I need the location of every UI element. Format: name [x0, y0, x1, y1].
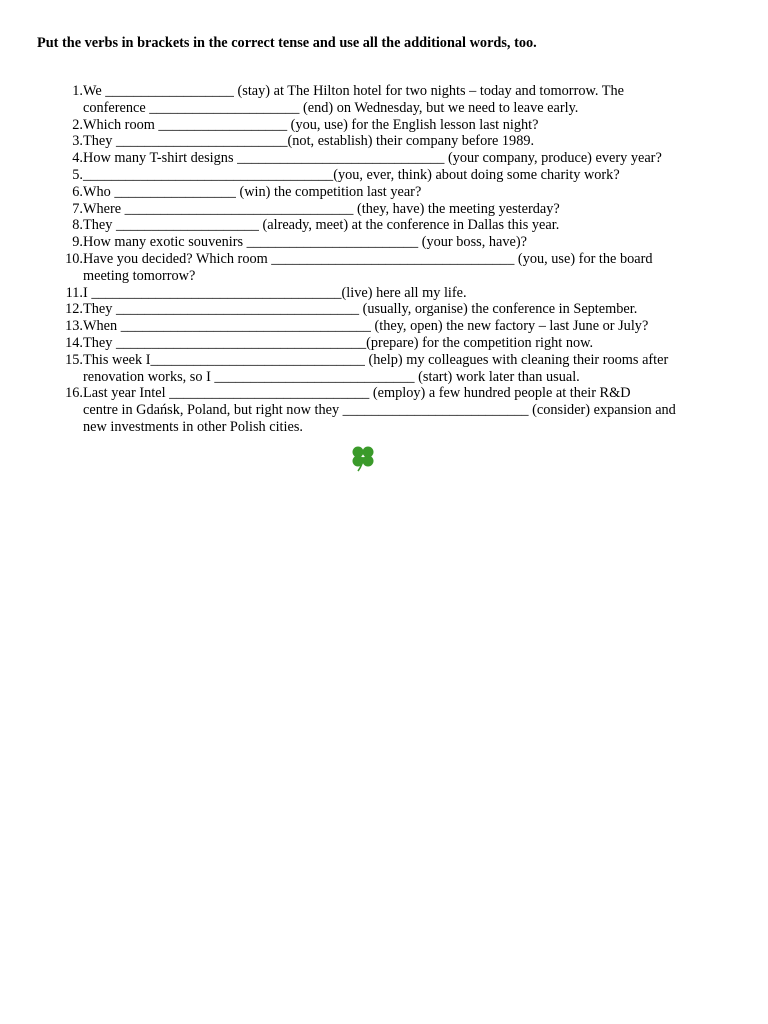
exercise-text — [83, 234, 735, 251]
exercise-number-cell — [45, 217, 83, 234]
exercise-number: 8. — [72, 217, 83, 234]
exercise-text — [83, 117, 735, 134]
exercise-text — [83, 318, 735, 335]
exercise-line: When ___________________________________ (they, open) the new factory – last June or July? — [83, 318, 649, 335]
exercise-number-cell — [45, 335, 83, 352]
exercise-number: 10. — [65, 250, 83, 267]
exercise-text — [83, 83, 735, 117]
exercise-number: 16. — [65, 385, 83, 402]
exercise-item — [45, 184, 735, 201]
exercise-number: 9. — [72, 234, 83, 251]
exercise-line: They ___________________________________(prepare) for the competition right now. — [83, 334, 594, 351]
exercise-item — [45, 318, 735, 335]
exercise-line: ___________________________________(you, ever, think) about doing some charity work? — [83, 166, 620, 183]
exercise-number-cell — [45, 385, 83, 402]
exercise-text — [83, 285, 735, 302]
exercise-line: Who _________________ (win) the competition last year? — [83, 183, 422, 200]
exercise-text — [83, 385, 735, 435]
exercise-line: This week I______________________________ (help) my colleagues with cleaning their rooms after — [83, 351, 669, 368]
exercise-text — [83, 251, 735, 285]
exercise-line: How many T-shirt designs _____________________________ (your company, produce) every year? — [83, 150, 662, 167]
exercise-number-cell — [45, 184, 83, 201]
exercise-item — [45, 167, 735, 184]
exercise-number-cell — [45, 150, 83, 167]
exercise-number-cell — [45, 201, 83, 218]
exercise-number-cell — [45, 318, 83, 335]
exercise-list — [45, 83, 735, 436]
exercise-item — [45, 251, 735, 285]
exercise-number: 15. — [65, 351, 83, 368]
exercise-number: 1. — [72, 83, 83, 99]
exercise-text — [83, 167, 735, 184]
exercise-item — [45, 301, 735, 318]
exercise-text — [83, 217, 735, 234]
exercise-item — [45, 150, 735, 167]
instruction-heading: Put the verbs in brackets in the correct tense and use all the additional words, too. — [37, 35, 537, 51]
exercise-number: 4. — [72, 150, 83, 167]
exercise-number-cell — [45, 251, 83, 268]
exercise-item — [45, 133, 735, 150]
exercise-line: They ____________________ (already, meet) at the conference in Dallas this year. — [83, 217, 560, 234]
exercise-line: conference _____________________ (end) on Wednesday, but we need to leave early. — [83, 99, 579, 116]
exercise-line: Last year Intel ____________________________ (employ) a few hundred people at their R&D — [83, 385, 631, 402]
exercise-number: 12. — [65, 301, 83, 318]
exercise-item — [45, 201, 735, 218]
exercise-text — [83, 133, 735, 150]
exercise-line: centre in Gdańsk, Poland, but right now they __________________________ (consider) expansion and — [83, 402, 676, 419]
exercise-line: new investments in other Polish cities. — [83, 418, 303, 435]
exercise-text — [83, 150, 735, 167]
exercise-item — [45, 335, 735, 352]
exercise-line: Where ________________________________ (they, have) the meeting yesterday? — [83, 200, 560, 217]
exercise-item — [45, 352, 735, 386]
exercise-line: How many exotic souvenirs ________________________ (your boss, have)? — [83, 234, 527, 251]
exercise-number: 11. — [65, 284, 83, 301]
exercise-line: renovation works, so I ____________________________ (start) work later than usual. — [83, 368, 580, 385]
exercise-number-cell — [45, 83, 83, 100]
exercise-number: 13. — [65, 318, 83, 335]
four-leaf-clover-icon — [350, 444, 376, 472]
exercise-number-cell — [45, 133, 83, 150]
exercise-text — [83, 301, 735, 318]
exercise-number-cell — [45, 167, 83, 184]
exercise-line: I ___________________________________(live) here all my life. — [83, 284, 467, 301]
exercise-line: Have you decided? Which room __________________________________ (you, use) for the board — [83, 250, 653, 267]
exercise-line: They __________________________________ (usually, organise) the conference in September. — [83, 301, 638, 318]
exercise-number: 6. — [72, 183, 83, 200]
exercise-item — [45, 117, 735, 134]
exercise-number: 7. — [72, 200, 83, 217]
exercise-number: 5. — [72, 166, 83, 183]
exercise-text — [83, 335, 735, 352]
exercise-number-cell — [45, 301, 83, 318]
exercise-line: We __________________ (stay) at The Hilton hotel for two nights – today and tomorrow. The — [83, 83, 624, 99]
exercise-text — [83, 184, 735, 201]
exercise-number-cell — [45, 234, 83, 251]
exercise-item — [45, 217, 735, 234]
exercise-item — [45, 234, 735, 251]
exercise-text — [83, 201, 735, 218]
exercise-text — [83, 352, 735, 386]
exercise-number-cell — [45, 352, 83, 369]
exercise-number-cell — [45, 285, 83, 302]
exercise-item — [45, 83, 735, 117]
exercise-item — [45, 285, 735, 302]
exercise-number: 14. — [65, 334, 83, 351]
exercise-number: 2. — [72, 116, 83, 133]
exercise-number: 3. — [72, 133, 83, 150]
exercise-item — [45, 385, 735, 435]
exercise-number-cell — [45, 117, 83, 134]
exercise-line: meeting tomorrow? — [83, 267, 196, 284]
exercise-line: They ________________________(not, establish) their company before 1989. — [83, 133, 535, 150]
exercise-line: Which room __________________ (you, use) for the English lesson last night? — [83, 116, 539, 133]
